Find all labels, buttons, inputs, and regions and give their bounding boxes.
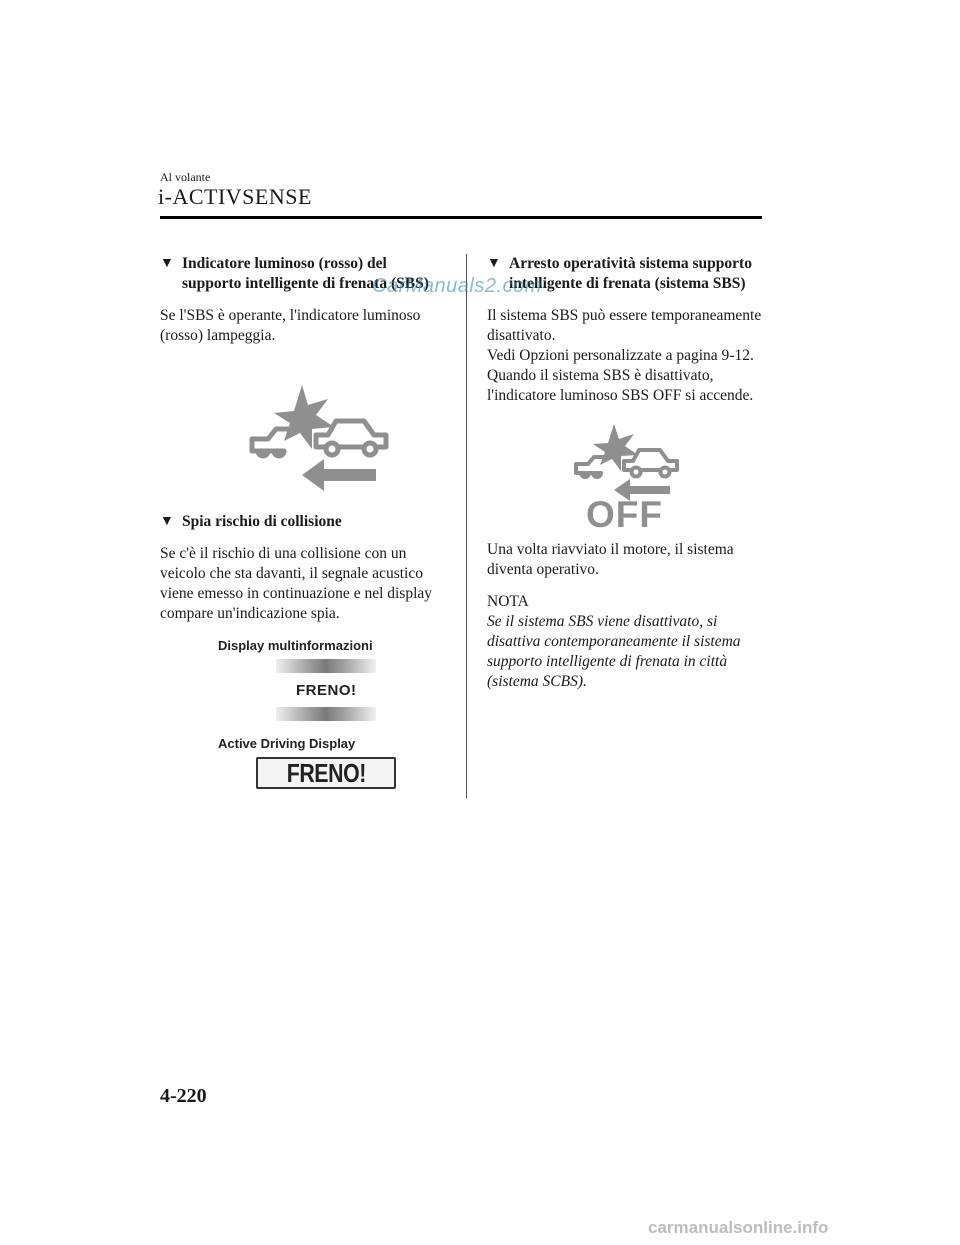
off-label: OFF	[586, 494, 663, 530]
left-column	[160, 254, 450, 346]
paragraph: Quando il sistema SBS è disattivato, l'indicatore luminoso SBS OFF si accende.	[487, 367, 754, 404]
sbs-off-icon	[570, 422, 685, 530]
paragraph: Vedi Opzioni personalizzate a pagina 9-12.	[487, 347, 754, 364]
star-icon	[274, 385, 334, 449]
active-driving-display-box	[256, 757, 396, 789]
left-column-section2	[160, 512, 450, 624]
triangle-marker: ▼	[160, 514, 174, 529]
display-bar-bottom	[276, 707, 376, 721]
active-driving-display-label: Active Driving Display	[218, 736, 356, 751]
section-label: Al volante	[160, 170, 211, 184]
multi-display-label: Display multinformazioni	[218, 638, 373, 653]
arrow-left-icon	[302, 459, 376, 491]
note-title: NOTA	[487, 593, 529, 610]
heading-text: Spia rischio di collisione	[182, 513, 342, 530]
section-heading-collision-risk	[160, 512, 450, 532]
paragraph: Se l'SBS è operante, l'indicatore luminoso (rosso) lampeggia.	[160, 307, 421, 344]
star-icon	[593, 424, 638, 471]
chapter-title: i-ACTIVSENSE	[158, 184, 312, 209]
watermark-bottom: carmanualsonline.info	[648, 1218, 829, 1237]
paragraph: Il sistema SBS può essere temporaneamente disattivato.	[487, 307, 762, 344]
collision-warning-icon	[244, 383, 394, 493]
watermark-top: CarManuals2.com	[372, 275, 542, 297]
display-bar-top	[276, 659, 376, 673]
heading-text: Indicatore luminoso (rosso) del supporto intelligente di frenata (SBS)	[182, 255, 429, 292]
multi-display-warning: FRENO!	[296, 682, 357, 699]
right-column-continued	[487, 540, 767, 692]
paragraph: Se c'è il rischio di una collisione con un veicolo che sta davanti, il segnale acustico viene emesso in continuazione e nel display compare un'indicazione spia.	[160, 545, 433, 622]
active-driving-display-warning: FRENO!	[286, 757, 366, 788]
paragraph: Una volta riavviato il motore, il sistema diventa operativo.	[487, 541, 734, 578]
column-divider	[466, 254, 467, 798]
triangle-marker: ▼	[160, 256, 174, 271]
heading-text: Arresto operatività sistema supporto intelligente di frenata (sistema SBS)	[509, 255, 752, 292]
note-body: Se il sistema SBS viene disattivato, si disattiva contemporaneamente il sistema supporto intelligente di frenata in città (sistema SCBS).	[487, 613, 741, 690]
page-number: 4-220	[160, 1085, 207, 1107]
header-rule	[160, 216, 762, 219]
triangle-marker: ▼	[487, 256, 501, 271]
